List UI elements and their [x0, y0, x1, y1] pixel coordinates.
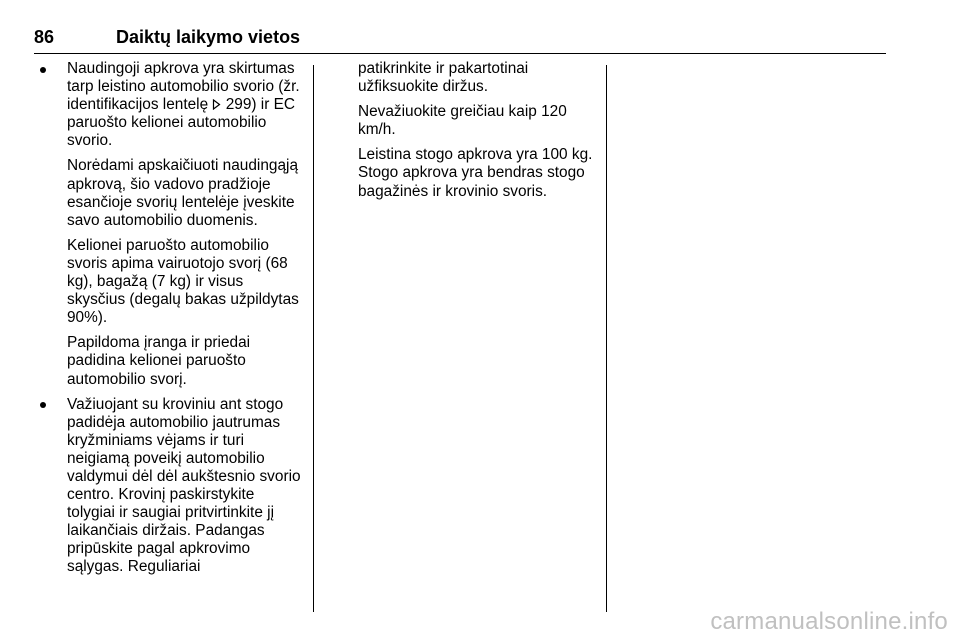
text-column-2 — [358, 60, 598, 201]
page-number: 86 — [34, 27, 55, 47]
paragraph: Nevažiuokite greičiau kaip 120 km/h. — [358, 103, 567, 139]
list-item — [37, 396, 302, 577]
bullet-icon — [40, 402, 46, 408]
paragraph — [67, 60, 302, 150]
watermark: carmanualsonline.info — [710, 608, 948, 635]
column-divider — [313, 65, 314, 612]
paragraph-text: Naudingoji apkrova yra skirtumas tarp leistino automobilio svorio (žr. identifikacijos lentelę — [67, 60, 300, 114]
paragraph-text: 299) ir EC paruošto kelionei automobilio svorio. — [67, 96, 295, 150]
paragraph: patikrinkite ir pakartotinai užfiksuokite diržus. — [358, 60, 529, 96]
text-column-1 — [37, 60, 302, 577]
list-item — [37, 60, 302, 389]
page-header — [34, 23, 886, 54]
column-divider — [606, 65, 607, 612]
paragraph: Leistina stogo apkrova yra 100 kg. Stogo apkrova yra bendras stogo bagažinės ir krovinio svoris. — [358, 146, 593, 200]
bullet-icon — [40, 67, 46, 73]
paragraph: Kelionei paruošto automobilio svoris apima vairuotojo svorį (68 kg), bagažą (7 kg) ir visus skysčius (degalų bakas užpildytas 90%). — [67, 236, 299, 327]
paragraph: Papildoma įranga ir priedai padidina kelionei paruošto automobilio svorį. — [67, 334, 251, 388]
page-title: Daiktų laikymo vietos — [116, 27, 301, 47]
paragraph: Norėdami apskaičiuoti naudingąją apkrovą, šio vadovo pradžioje esančioje svorių lentelėje įveskite savo automobilio duomenis. — [67, 157, 299, 229]
paragraph: Važiuojant su kroviniu ant stogo padidėja automobilio jautrumas kryžminiams vėjams ir turi neigiamą poveikį automobilio valdymui dėl dėl aukštesnio svorio centro. Krovinį paskirstykite tolygiai ir saugiai pritvirtinkite jį laikančiais diržais. Padangas pripūskite pagal apkrovimo sąlygas. Reguliariai — [67, 395, 301, 576]
